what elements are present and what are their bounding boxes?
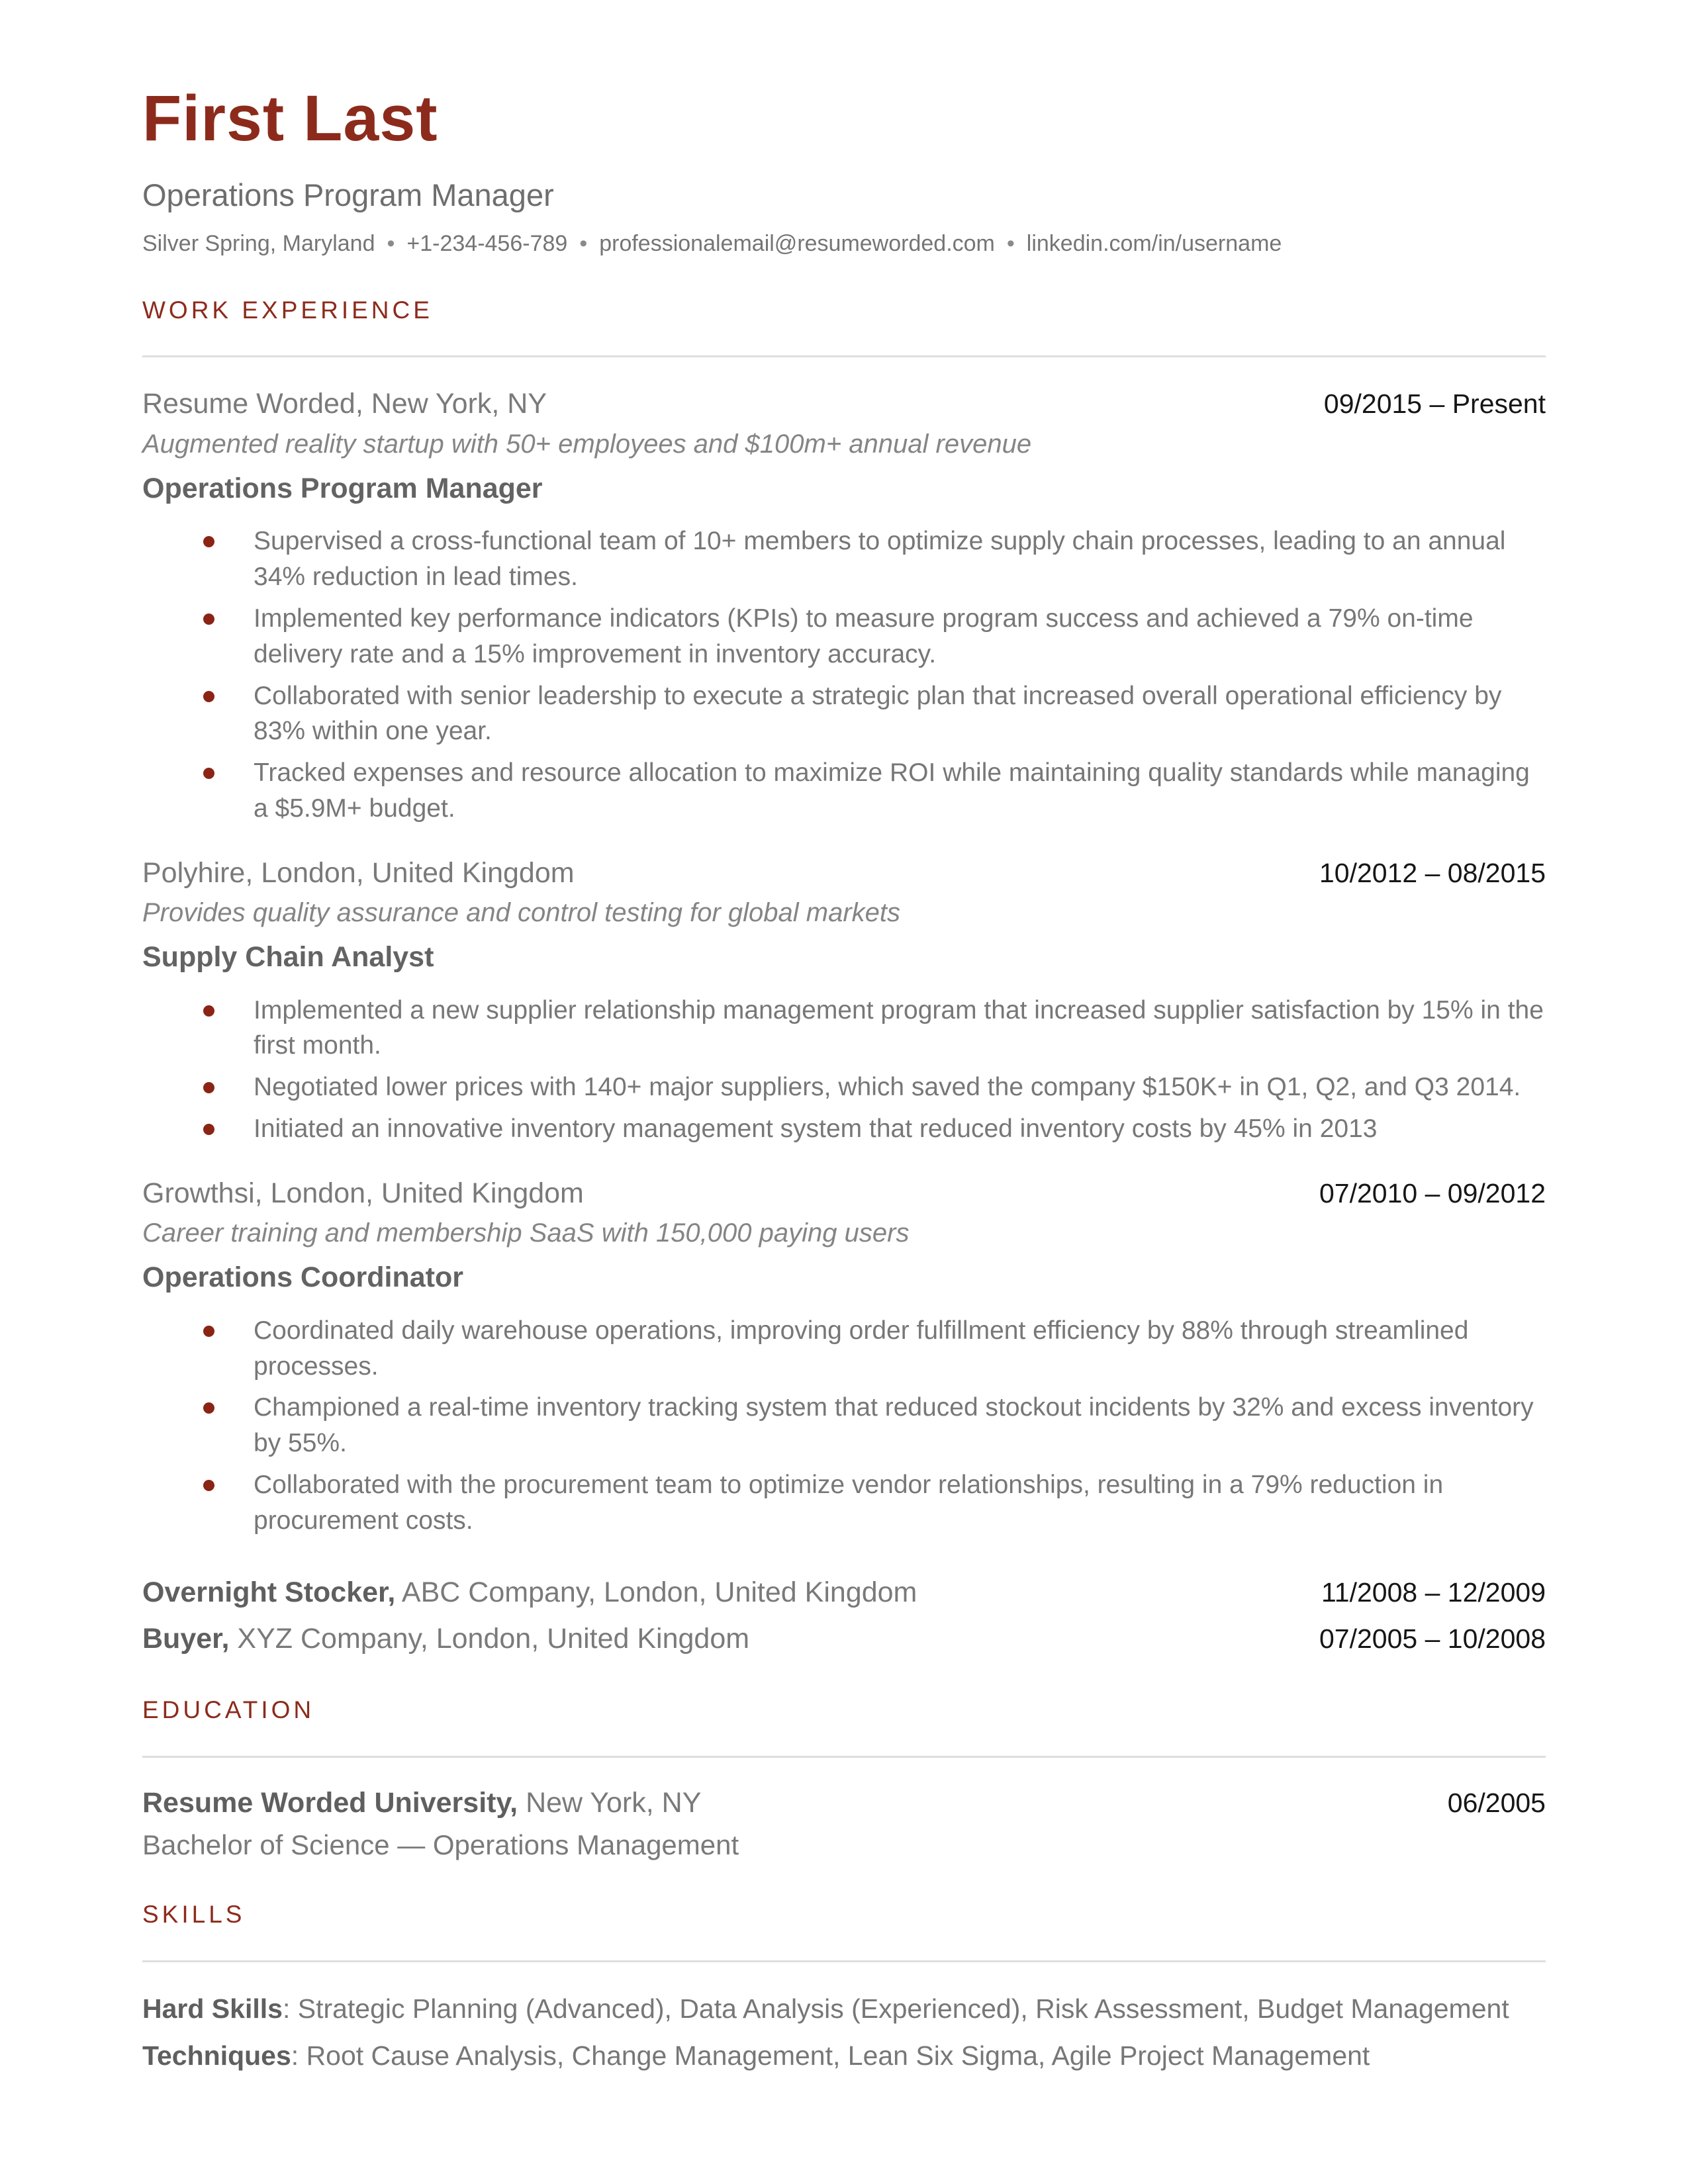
contact-email: professionalemail@resumeworded.com <box>599 230 995 256</box>
skills-line <box>142 1991 1546 2026</box>
bullet-item <box>203 601 1546 672</box>
skills-line <box>142 2038 1546 2073</box>
job-entry <box>142 857 1546 1147</box>
skills-label: Hard Skills <box>142 1993 283 2025</box>
contact-line <box>142 230 1546 257</box>
skills-label: Techniques <box>142 2040 291 2071</box>
bullet-item <box>203 1467 1546 1539</box>
job-role-title: Operations Coordinator <box>142 1261 463 1294</box>
school-location: New York, NY <box>518 1787 702 1819</box>
short-role-dates: 11/2008 – 12/2009 <box>1321 1576 1546 1608</box>
section-skills <box>142 1901 1546 2073</box>
section-rule <box>142 355 1546 357</box>
short-role-company: ABC Company, London, United Kingdom <box>395 1576 917 1608</box>
contact-phone: +1-234-456-789 <box>406 230 568 256</box>
section-rule <box>142 1960 1546 1962</box>
bullet-list <box>203 1313 1546 1539</box>
degree-line: Bachelor of Science — Operations Management <box>142 1829 739 1861</box>
bullet-text: Negotiated lower prices with 140+ major suppliers, which saved the company $150K+ in Q1, Q2, and Q3 2014. <box>254 1073 1521 1102</box>
bullet-dot-icon <box>203 1124 214 1135</box>
bullet-dot-icon <box>203 1480 214 1491</box>
bullet-item <box>203 1313 1546 1385</box>
company-description: Augmented reality startup with 50+ employees and $100m+ annual revenue <box>142 429 1032 459</box>
job-entry <box>142 388 1546 826</box>
bullet-dot-icon <box>203 1326 214 1337</box>
bullet-text: Collaborated with senior leadership to execute a strategic plan that increased overall operational efficiency by 83% within one year. <box>254 681 1502 746</box>
section-rule <box>142 1756 1546 1758</box>
short-role-row <box>142 1621 1546 1658</box>
bullet-text: Initiated an innovative inventory management system that reduced inventory costs by 45% in 2013 <box>254 1115 1378 1144</box>
job-role-title: Operations Program Manager <box>142 472 543 504</box>
skills-value: : Strategic Planning (Advanced), Data Analysis (Experienced), Risk Assessment, Budget Management <box>282 1993 1509 2025</box>
contact-separator: • <box>579 230 588 256</box>
bullet-text: Collaborated with the procurement team to optimize vendor relationships, resulting in a 79% reduction in procurement costs. <box>254 1471 1444 1535</box>
bullet-text: Tracked expenses and resource allocation to maximize ROI while maintaining quality standards while managing a $5.9M+ budget. <box>254 758 1530 823</box>
bullet-text: Implemented key performance indicators (KPIs) to measure program success and achieved a 79% on-time delivery rate and a 15% improvement in inventory accuracy. <box>254 604 1474 668</box>
job-dates: 10/2012 – 08/2015 <box>1319 857 1546 888</box>
bullet-text: Coordinated daily warehouse operations, improving order fulfillment efficiency by 88% through streamlined processes. <box>254 1316 1469 1381</box>
education-dates: 06/2005 <box>1447 1788 1546 1819</box>
school-name: Resume Worded University, <box>142 1787 518 1819</box>
bullet-list <box>203 993 1546 1147</box>
job-entry <box>142 1177 1546 1539</box>
bullet-item <box>203 755 1546 827</box>
short-role-title: Overnight Stocker, <box>142 1576 396 1608</box>
candidate-job-title: Operations Program Manager <box>142 177 554 212</box>
bullet-item <box>203 523 1546 595</box>
skills-value: : Root Cause Analysis, Change Management, Lean Six Sigma, Agile Project Management <box>291 2040 1370 2071</box>
skills-block <box>142 1991 1546 2074</box>
short-role-dates: 07/2005 – 10/2008 <box>1319 1623 1546 1654</box>
bullet-dot-icon <box>203 536 214 547</box>
bullet-dot-icon <box>203 1005 214 1017</box>
contact-separator: • <box>1006 230 1015 256</box>
bullet-dot-icon <box>203 614 214 625</box>
job-role-title: Supply Chain Analyst <box>142 941 434 974</box>
bullet-item <box>203 1111 1546 1147</box>
contact-location: Silver Spring, Maryland <box>142 230 375 256</box>
candidate-name: First Last <box>142 82 438 154</box>
short-roles-block <box>142 1574 1546 1658</box>
job-dates: 07/2010 – 09/2012 <box>1319 1177 1546 1208</box>
bullet-dot-icon <box>203 1402 214 1414</box>
bullet-dot-icon <box>203 691 214 702</box>
bullet-item <box>203 1069 1546 1105</box>
company-line: Polyhire, London, United Kingdom <box>142 856 575 889</box>
company-line: Resume Worded, New York, NY <box>142 388 547 420</box>
bullet-dot-icon <box>203 1082 214 1093</box>
bullet-text: Implemented a new supplier relationship management program that increased supplier satisfaction by 15% in the first month. <box>254 995 1544 1060</box>
bullet-text: Supervised a cross-functional team of 10+ members to optimize supply chain processes, leading to an annual 34% reduction in lead times. <box>254 527 1506 592</box>
bullet-list <box>203 523 1546 827</box>
contact-separator: • <box>387 230 395 256</box>
bullet-item <box>203 1390 1546 1461</box>
bullet-dot-icon <box>203 768 214 779</box>
bullet-text: Championed a real-time inventory tracking system that reduced stockout incidents by 32% and excess inventory by 55%. <box>254 1393 1534 1458</box>
contact-linkedin: linkedin.com/in/username <box>1026 230 1282 256</box>
education-entry <box>142 1787 1546 1862</box>
bullet-item <box>203 678 1546 750</box>
company-description: Career training and membership SaaS with 150,000 paying users <box>142 1218 910 1248</box>
company-description: Provides quality assurance and control testing for global markets <box>142 898 901 928</box>
work-experience-header: WORK EXPERIENCE <box>142 296 433 324</box>
skills-header: SKILLS <box>142 1901 246 1929</box>
short-role-row <box>142 1574 1546 1612</box>
bullet-item <box>203 993 1546 1064</box>
company-line: Growthsi, London, United Kingdom <box>142 1177 584 1209</box>
short-role-title: Buyer, <box>142 1622 230 1655</box>
education-header: EDUCATION <box>142 1696 315 1724</box>
job-dates: 09/2015 – Present <box>1323 388 1546 420</box>
section-education <box>142 1697 1546 1862</box>
section-work-experience <box>142 297 1546 1658</box>
short-role-company: XYZ Company, London, United Kingdom <box>229 1622 750 1655</box>
